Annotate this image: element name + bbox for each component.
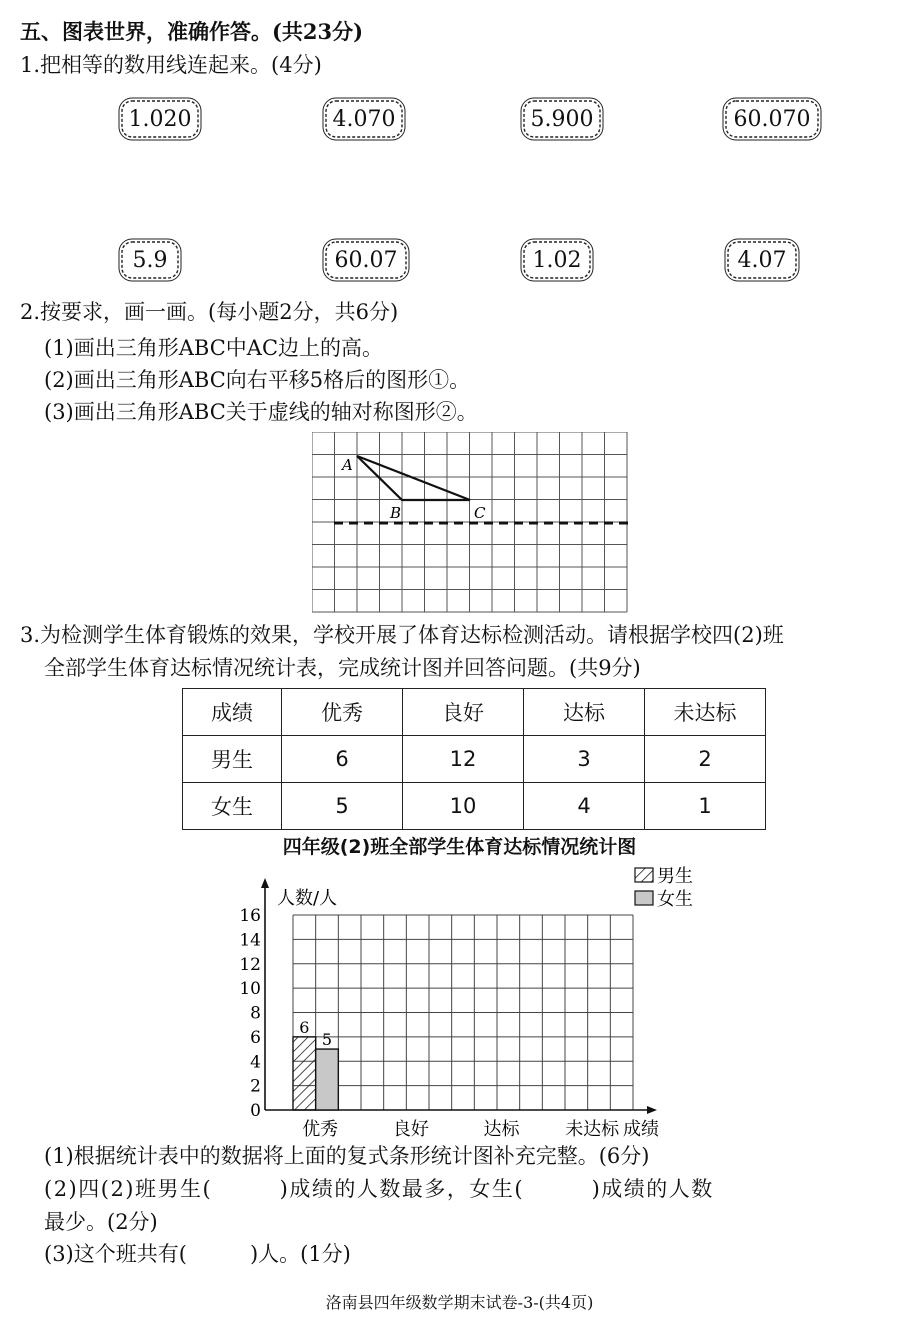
q1-title: 1.把相等的数用线连起来。(4分) [20,53,322,77]
table-cell: 男生 [183,736,282,783]
bar-boys [293,1037,316,1110]
table-cell: 3 [524,736,645,783]
q3-sub-2b: 最少。(2分) [44,1210,158,1234]
y-tick-label: 8 [250,1003,261,1024]
section-title: 五、图表世界，准确作答。(共23分) [20,19,364,44]
q2-title: 2.按要求，画一画。(每小题2分，共6分) [20,300,399,324]
y-tick-label: 16 [239,906,261,926]
legend-swatch-boys [635,868,653,882]
x-tick-label: 良好 [392,1119,429,1140]
table-cell: 5 [282,783,403,830]
legend-label-boys: 男生 [657,866,693,887]
table-row [183,783,766,830]
table-row [183,736,766,783]
y-tick-label: 14 [239,930,261,951]
header-cell: 良好 [403,689,524,736]
number-card-bottom-4[interactable] [724,238,800,282]
y-axis-arrow [261,878,269,888]
y-tick-label: 4 [250,1052,261,1073]
bar-girls [316,1049,339,1110]
number-value: 4.07 [737,247,787,273]
table-cell: 6 [282,736,403,783]
y-tick-label: 12 [239,954,261,975]
legend-label-girls: 女生 [657,889,693,910]
bar-data-label: 5 [321,1030,333,1050]
number-value: 1.020 [128,106,192,132]
number-value: 60.070 [733,106,811,132]
table-cell: 1 [645,783,766,830]
number-card-bottom-2[interactable] [322,238,410,282]
triangle-abc [357,456,470,500]
header-cell: 未达标 [645,689,766,736]
number-value: 1.02 [532,247,582,273]
header-cell: 达标 [524,689,645,736]
bar-data-label: 6 [299,1017,310,1037]
header-cell: 成绩 [183,689,282,736]
number-card-top-1[interactable] [118,97,202,141]
q3-intro-2: 全部学生体育达标情况统计表，完成统计图并回答问题。(共9分) [44,656,641,680]
bar-chart[interactable] [235,862,705,1147]
q3-intro-1: 3.为检测学生体育锻炼的效果，学校开展了体育达标检测活动。请根据学校四(2)班 [20,623,784,647]
header-cell: 优秀 [282,689,403,736]
y-tick-label: 10 [239,979,261,1000]
table-cell: 4 [524,783,645,830]
y-tick-label: 2 [250,1076,261,1097]
label-c: C [474,504,486,522]
x-tick-label: 未达标 [565,1119,620,1140]
q2-item-1: (1)画出三角形ABC中AC边上的高。 [44,336,384,360]
q3-sub-3: (3)这个班共有( )人。(1分) [44,1242,351,1266]
table-cell: 10 [403,783,524,830]
x-axis-arrow [647,1106,657,1114]
number-value: 5.9 [132,247,168,273]
q3-sub-1: (1)根据统计表中的数据将上面的复式条形统计图补充完整。(6分) [44,1144,650,1168]
y-tick-label: 0 [250,1101,261,1121]
label-b: B [390,504,402,522]
stats-table [182,688,766,830]
q3-sub-2a: (2)四(2)班男生( )成绩的人数最多，女生( )成绩的人数 [44,1177,714,1201]
number-value: 5.900 [530,106,594,132]
table-cell: 女生 [183,783,282,830]
number-value: 4.070 [332,106,396,132]
x-axis-label: 成绩 [623,1119,659,1140]
x-tick-label: 达标 [483,1119,520,1140]
number-value: 60.07 [334,247,398,273]
number-card-bottom-3[interactable] [520,238,594,282]
q2-item-2: (2)画出三角形ABC向右平移5格后的图形①。 [44,368,471,392]
table-cell: 2 [645,736,766,783]
y-axis-label: 人数/人 [277,888,338,909]
y-tick-label: 6 [250,1027,261,1048]
table-header-row [183,689,766,736]
q2-item-3: (3)画出三角形ABC关于虚线的轴对称图形②。 [44,400,478,424]
table-cell: 12 [403,736,524,783]
x-tick-label: 优秀 [302,1119,339,1140]
drawing-grid[interactable] [312,432,632,616]
chart-title: 四年级(2)班全部学生体育达标情况统计图 [282,836,637,858]
page-footer: 洛南县四年级数学期末试卷-3-(共4页) [325,1293,594,1312]
number-card-bottom-1[interactable] [118,238,182,282]
number-card-top-3[interactable] [520,97,604,141]
label-a: A [342,456,353,474]
number-card-top-4[interactable] [722,97,822,141]
legend-swatch-girls [635,891,653,905]
number-card-top-2[interactable] [322,97,406,141]
